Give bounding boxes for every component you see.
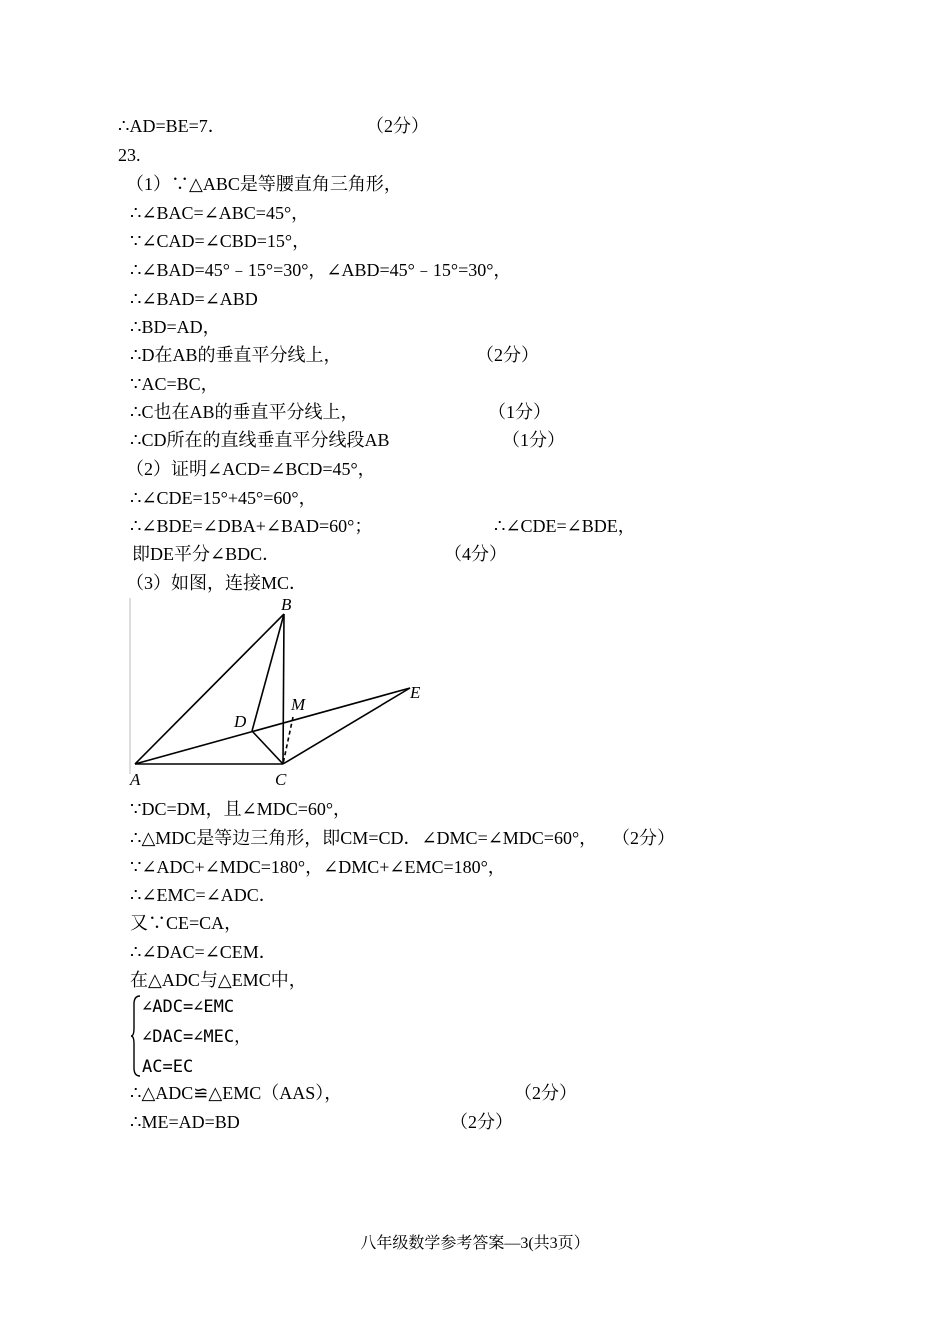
solution-line: ∴∠BDE=∠DBA+∠BAD=60°； bbox=[130, 516, 373, 536]
solution-line: ∴CD所在的直线垂直平分线段AB bbox=[130, 430, 390, 450]
solution-line: ∵DC=DM，且∠MDC=60°， bbox=[130, 799, 352, 819]
segment-MC-dashed bbox=[283, 717, 293, 764]
solution-line: ∵∠CAD=∠CBD=15°， bbox=[130, 231, 311, 251]
solution-line: ∵∠ADC+∠MDC=180°，∠DMC+∠EMC=180°， bbox=[130, 857, 506, 877]
solution-line: ∴BD=AD， bbox=[130, 317, 221, 337]
solution-line: （3）如图，连接MC． bbox=[126, 573, 308, 593]
segment-BD bbox=[252, 614, 284, 731]
system-equation: AC=EC bbox=[142, 1057, 194, 1077]
label-A: A bbox=[130, 770, 141, 789]
left-brace bbox=[130, 994, 142, 1078]
solution-line: ∴△ADC≌△EMC（AAS）， bbox=[130, 1083, 343, 1103]
question-number: 23. bbox=[118, 145, 141, 165]
segment-BC bbox=[283, 614, 284, 764]
solution-line: 又∵CE=CA， bbox=[130, 913, 243, 933]
label-E: E bbox=[410, 683, 421, 702]
solution-line: ∴∠EMC=∠ADC． bbox=[130, 885, 277, 905]
label-D: D bbox=[234, 712, 247, 731]
geometry-figure bbox=[128, 594, 428, 790]
segment-DC bbox=[252, 731, 283, 764]
solution-line: ∴∠DAC=∠CEM． bbox=[130, 942, 277, 962]
solution-line: ∴∠BAD=∠ABD bbox=[130, 289, 258, 309]
score-note: （4分） bbox=[444, 544, 507, 564]
solution-line: ∴∠CDE=15°+45°=60°， bbox=[130, 488, 317, 508]
score-note: （1分） bbox=[502, 430, 565, 450]
label-B: B bbox=[281, 595, 292, 614]
page-footer: 八年级数学参考答案—3(共3页） bbox=[360, 1235, 590, 1252]
score-note: （2分） bbox=[366, 116, 429, 136]
solution-line: ∴C也在AB的垂直平分线上， bbox=[130, 402, 359, 422]
score-note: （1分） bbox=[488, 402, 551, 422]
score-note: （2分） bbox=[450, 1112, 513, 1132]
label-C: C bbox=[275, 770, 287, 789]
score-note: （2分） bbox=[612, 828, 675, 848]
solution-line: ∴∠BAD=45°﹣15°=30°，∠ABD=45°﹣15°=30°， bbox=[130, 260, 512, 280]
solution-line: ∵AC=BC， bbox=[130, 374, 219, 394]
score-note: （2分） bbox=[514, 1083, 577, 1103]
solution-line: （1）∵△ABC是等腰直角三角形， bbox=[126, 174, 402, 194]
solution-line: ∴AD=BE=7． bbox=[118, 116, 226, 136]
label-M: M bbox=[291, 695, 306, 714]
solution-line: 即DE平分∠BDC． bbox=[132, 544, 281, 564]
solution-line: ∴△MDC是等边三角形，即CM=CD．∠DMC=∠MDC=60°， bbox=[130, 828, 598, 848]
solution-line: ∴ME=AD=BD bbox=[130, 1112, 240, 1132]
solution-line: ∴D在AB的垂直平分线上， bbox=[130, 345, 342, 365]
solution-line: ∴∠BAC=∠ABC=45°， bbox=[130, 203, 310, 223]
system-equation: ∠ADC=∠EMC bbox=[142, 997, 235, 1017]
system-equation: ∠DAC=∠MEC， bbox=[142, 1027, 252, 1047]
solution-line: 在△ADC与△EMC中， bbox=[130, 970, 307, 990]
solution-line: （2）证明∠ACD=∠BCD=45°， bbox=[126, 459, 376, 479]
score-note: （2分） bbox=[476, 345, 539, 365]
solution-line-continued: ∴∠CDE=∠BDE， bbox=[494, 516, 636, 536]
